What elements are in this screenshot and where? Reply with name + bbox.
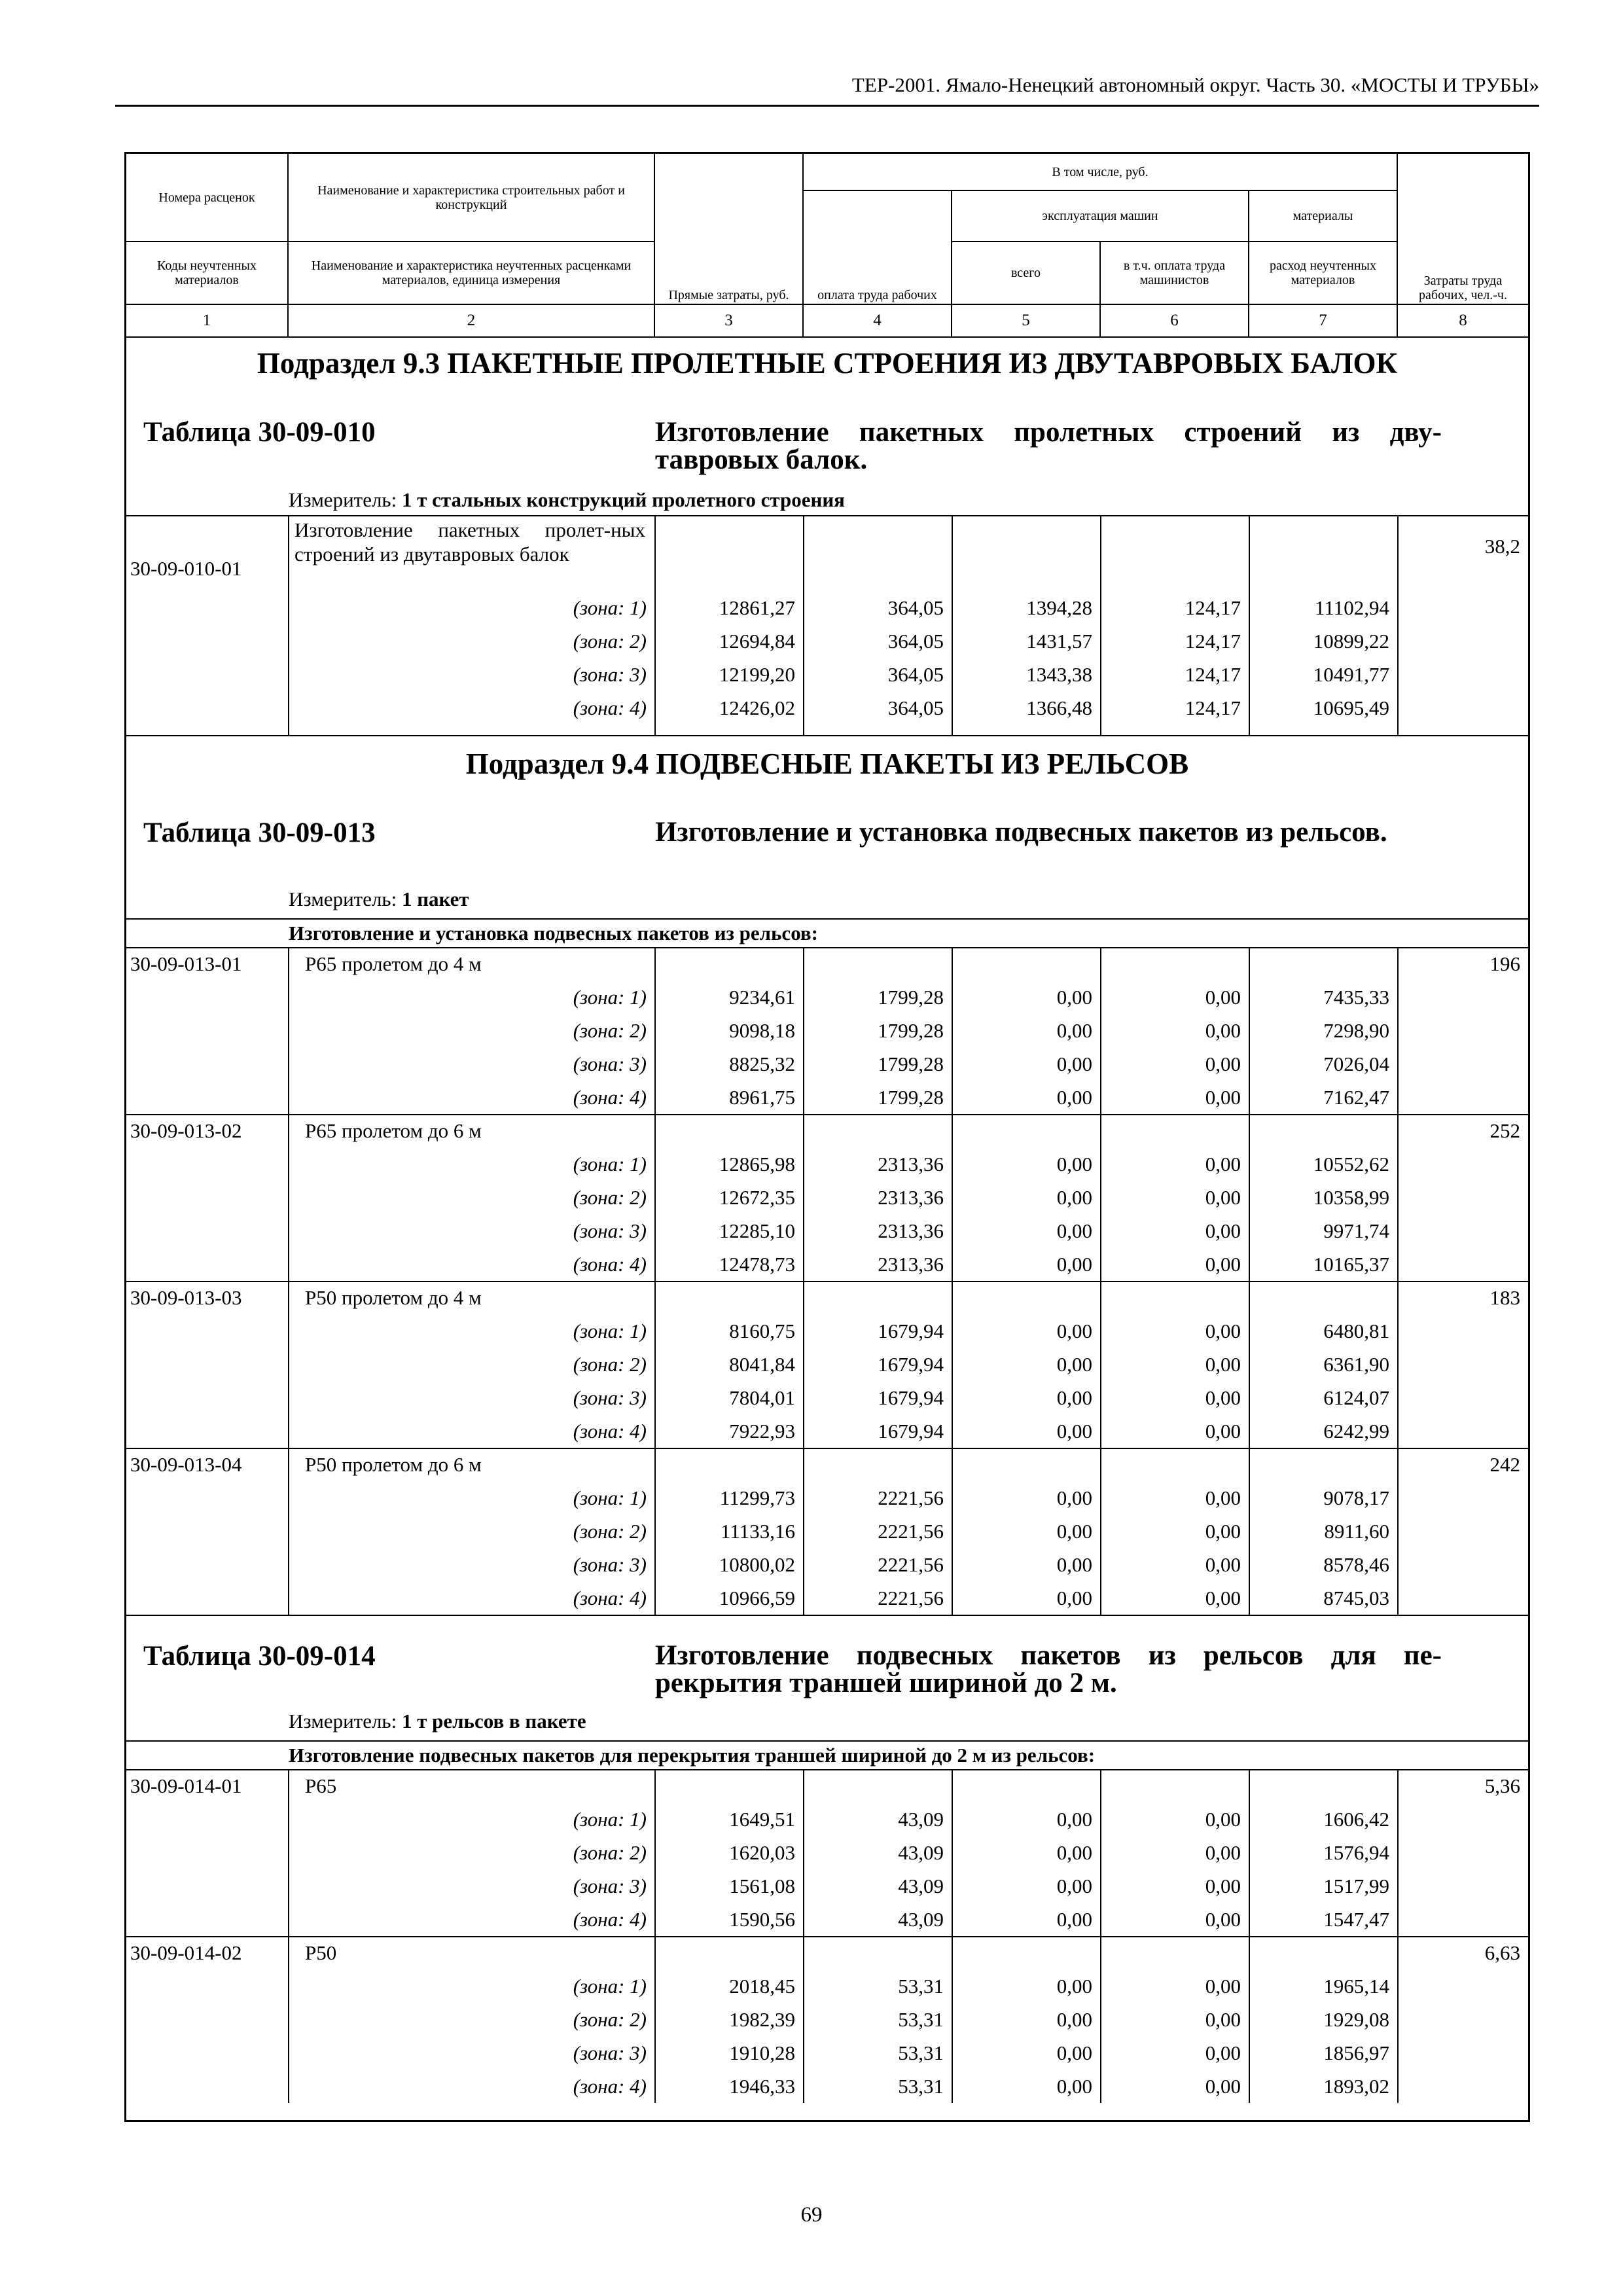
zone-value: 43,09	[898, 1808, 944, 1831]
col-header-unaccounted-materials: расход неучтенных материалов	[1249, 242, 1397, 304]
table-title: Изготовление подвесных пакетов из рельсов для пе-рекрытия траншей шириной до 2 м.	[655, 1640, 1442, 1698]
zone-value: 9098,18	[729, 1019, 795, 1042]
rate-name: Р50	[305, 1941, 337, 1964]
labor-value: 38,2	[1484, 535, 1520, 558]
zone-label: (зона: 3)	[573, 2041, 647, 2064]
zone-value: 6480,81	[1323, 1319, 1389, 1342]
col-header-operator-wages: в т.ч. оплата труда машинистов	[1100, 242, 1249, 304]
measure-line	[289, 884, 469, 914]
col-header-machines: эксплуатация машин	[952, 190, 1249, 242]
rate-code: 30-09-014-02	[130, 1941, 242, 1964]
zone-value: 0,00	[1205, 1052, 1241, 1075]
zone-label: (зона: 4)	[573, 1086, 647, 1109]
zone-value: 0,00	[1205, 1353, 1241, 1376]
col-number: 7	[1249, 304, 1397, 337]
zone-value: 10552,62	[1313, 1153, 1389, 1175]
zone-value: 0,00	[1205, 1253, 1241, 1276]
zone-value: 1517,99	[1323, 1874, 1389, 1897]
zone-label: (зона: 4)	[573, 696, 647, 719]
rate-name: Р65 пролетом до 4 м	[305, 952, 482, 975]
zone-value: 9234,61	[729, 986, 795, 1009]
zone-value: 10899,22	[1313, 630, 1389, 653]
zone-value: 0,00	[1205, 1486, 1241, 1509]
zone-value: 1929,08	[1323, 2008, 1389, 2031]
zone-value: 2221,56	[878, 1520, 944, 1543]
zone-value: 364,05	[887, 663, 944, 686]
zone-value: 7026,04	[1323, 1052, 1389, 1075]
zone-value: 0,00	[1205, 1186, 1241, 1209]
rate-name: Р65 пролетом до 6 м	[305, 1119, 482, 1142]
zone-value: 0,00	[1205, 1808, 1241, 1831]
measure-label: Измеритель:	[289, 488, 397, 511]
zone-value: 2313,36	[878, 1186, 944, 1209]
zone-value: 10491,77	[1313, 663, 1389, 686]
zone-value: 0,00	[1205, 2075, 1241, 2098]
rate-name: Р65	[305, 1774, 337, 1797]
zone-value: 2018,45	[729, 1975, 795, 1998]
zone-value: 2221,56	[878, 1486, 944, 1509]
zone-value: 0,00	[1205, 2041, 1241, 2064]
zone-value: 1946,33	[729, 2075, 795, 2098]
zone-value: 0,00	[1056, 1219, 1092, 1242]
zone-value: 1679,94	[878, 1386, 944, 1409]
zone-value: 1982,39	[729, 2008, 795, 2031]
zone-value: 1679,94	[878, 1420, 944, 1443]
zone-value: 0,00	[1056, 1153, 1092, 1175]
column-divider	[952, 1769, 953, 2103]
zone-value: 0,00	[1056, 1353, 1092, 1376]
column-divider	[803, 1769, 804, 2103]
rate-name: Р50 пролетом до 6 м	[305, 1453, 482, 1476]
zone-value: 1561,08	[729, 1874, 795, 1897]
zone-value: 10966,59	[719, 1587, 795, 1609]
zone-value: 12672,35	[719, 1186, 795, 1209]
zone-value: 12478,73	[719, 1253, 795, 1276]
page-number: 69	[800, 2203, 823, 2227]
zone-value: 124,17	[1185, 696, 1241, 719]
zone-label: (зона: 3)	[573, 1874, 647, 1897]
zone-value: 8961,75	[729, 1086, 795, 1109]
rate-name: Р50 пролетом до 4 м	[305, 1286, 482, 1309]
zone-value: 6361,90	[1323, 1353, 1389, 1376]
zone-label: (зона: 3)	[573, 1553, 647, 1576]
column-divider	[1397, 515, 1399, 735]
zone-value: 8578,46	[1323, 1553, 1389, 1576]
subsection-title: Подраздел 9.3 ПАКЕТНЫЕ ПРОЛЕТНЫЕ СТРОЕНИЯ ИЗ ДВУТАВРОВЫХ БАЛОК	[257, 347, 1398, 380]
col-number: 5	[952, 304, 1100, 337]
labor-value: 6,63	[1484, 1941, 1520, 1964]
zone-label: (зона: 2)	[573, 1841, 647, 1864]
column-divider	[1249, 515, 1250, 735]
zone-value: 7804,01	[729, 1386, 795, 1409]
zone-value: 53,31	[898, 2041, 944, 2064]
group-heading: Изготовление подвесных пакетов для перекрытия траншей шириной до 2 м из рельсов:	[289, 1744, 1096, 1767]
column-divider	[1397, 1769, 1399, 2103]
zone-value: 9971,74	[1323, 1219, 1389, 1242]
zone-value: 124,17	[1185, 630, 1241, 653]
zone-label: (зона: 4)	[573, 2075, 647, 2098]
measure-line	[289, 485, 845, 515]
zone-value: 53,31	[898, 2008, 944, 2031]
zone-value: 0,00	[1205, 1420, 1241, 1443]
col-number: 4	[803, 304, 952, 337]
zone-value: 1856,97	[1323, 2041, 1389, 2064]
table-number: Таблица 30-09-013	[143, 817, 376, 848]
zone-label: (зона: 1)	[573, 986, 647, 1009]
rate-code: 30-09-013-04	[130, 1453, 242, 1476]
rate-code: 30-09-014-01	[130, 1774, 242, 1797]
subsection-title: Подраздел 9.4 ПОДВЕСНЫЕ ПАКЕТЫ ИЗ РЕЛЬСОВ	[465, 747, 1189, 780]
zone-value: 9078,17	[1323, 1486, 1389, 1509]
zone-value: 1431,57	[1026, 630, 1092, 653]
table-divider	[126, 1740, 1528, 1742]
zone-value: 2313,36	[878, 1153, 944, 1175]
group-heading: Изготовление и установка подвесных пакетов из рельсов:	[289, 922, 818, 944]
column-divider	[1249, 947, 1250, 1615]
zone-value: 0,00	[1056, 2041, 1092, 2064]
zone-value: 0,00	[1056, 1019, 1092, 1042]
zone-value: 10165,37	[1313, 1253, 1389, 1276]
zone-value: 1910,28	[729, 2041, 795, 2064]
zone-value: 0,00	[1205, 1874, 1241, 1897]
zone-value: 0,00	[1205, 1386, 1241, 1409]
table-divider	[126, 515, 1528, 516]
column-divider	[1100, 515, 1101, 735]
col-header-work-name: Наименование и характеристика строительных работ и конструкций	[288, 154, 654, 242]
zone-value: 2313,36	[878, 1219, 944, 1242]
col-header-including: В том числе, руб.	[803, 154, 1397, 190]
zone-value: 0,00	[1056, 1486, 1092, 1509]
zone-value: 0,00	[1056, 1420, 1092, 1443]
zone-value: 12199,20	[719, 663, 795, 686]
column-divider	[803, 947, 804, 1615]
table-divider	[126, 735, 1528, 736]
zone-value: 1679,94	[878, 1353, 944, 1376]
measure-label: Измеритель:	[289, 888, 397, 910]
col-header-materials: материалы	[1249, 190, 1397, 242]
zone-label: (зона: 1)	[573, 596, 647, 619]
table-header	[126, 154, 1528, 338]
zone-value: 12694,84	[719, 630, 795, 653]
column-divider	[1100, 947, 1101, 1615]
labor-value: 252	[1489, 1119, 1520, 1142]
column-divider	[952, 515, 953, 735]
zone-value: 1799,28	[878, 1052, 944, 1075]
zone-value: 0,00	[1205, 1587, 1241, 1609]
zone-value: 0,00	[1205, 986, 1241, 1009]
zone-value: 1394,28	[1026, 596, 1092, 619]
measure-value: 1 пакет	[401, 888, 469, 910]
zone-value: 11102,94	[1315, 596, 1389, 619]
table-number: Таблица 30-09-014	[143, 1641, 376, 1672]
zone-value: 8745,03	[1323, 1587, 1389, 1609]
zone-label: (зона: 4)	[573, 1420, 647, 1443]
column-divider	[654, 515, 656, 735]
zone-value: 11299,73	[719, 1486, 795, 1509]
zone-value: 0,00	[1056, 1808, 1092, 1831]
zone-label: (зона: 4)	[573, 1253, 647, 1276]
zone-value: 2221,56	[878, 1553, 944, 1576]
rate-code: 30-09-010-01	[130, 557, 242, 580]
zone-label: (зона: 2)	[573, 1019, 647, 1042]
zone-value: 12285,10	[719, 1219, 795, 1242]
zone-value: 364,05	[887, 696, 944, 719]
zone-value: 7162,47	[1323, 1086, 1389, 1109]
zone-value: 1893,02	[1323, 2075, 1389, 2098]
zone-label: (зона: 4)	[573, 1908, 647, 1931]
zone-value: 0,00	[1056, 2008, 1092, 2031]
zone-value: 0,00	[1205, 1019, 1241, 1042]
zone-value: 0,00	[1056, 1386, 1092, 1409]
zone-value: 1965,14	[1323, 1975, 1389, 1998]
col-number: 1	[126, 304, 288, 337]
zone-value: 0,00	[1205, 2008, 1241, 2031]
zone-value: 43,09	[898, 1874, 944, 1897]
column-divider	[1249, 1769, 1250, 2103]
rates-table	[124, 152, 1530, 2122]
zone-value: 0,00	[1056, 1553, 1092, 1576]
zone-value: 1679,94	[878, 1319, 944, 1342]
zone-value: 12861,27	[719, 596, 795, 619]
zone-value: 2221,56	[878, 1587, 944, 1609]
zone-value: 10358,99	[1313, 1186, 1389, 1209]
table-title: Изготовление пакетных пролетных строений из дву-тавровых балок.	[655, 417, 1442, 475]
zone-value: 0,00	[1056, 1319, 1092, 1342]
zone-value: 8160,75	[729, 1319, 795, 1342]
col-header-machines-total: всего	[952, 242, 1100, 304]
column-divider	[952, 947, 953, 1615]
zone-value: 0,00	[1056, 1908, 1092, 1931]
zone-value: 0,00	[1056, 1186, 1092, 1209]
labor-value: 242	[1489, 1453, 1520, 1476]
zone-label: (зона: 1)	[573, 1486, 647, 1509]
zone-value: 2313,36	[878, 1253, 944, 1276]
zone-label: (зона: 1)	[573, 1153, 647, 1175]
measure-value: 1 т стальных конструкций пролетного строения	[401, 488, 845, 511]
zone-value: 8041,84	[729, 1353, 795, 1376]
zone-value: 6242,99	[1323, 1420, 1389, 1443]
zone-value: 8911,60	[1324, 1520, 1389, 1543]
zone-value: 10695,49	[1313, 696, 1389, 719]
table-number: Таблица 30-09-010	[143, 417, 376, 448]
zone-value: 11133,16	[721, 1520, 795, 1543]
running-header: ТЕР-2001. Ямало-Ненецкий автономный округ. Часть 30. «МОСТЫ И ТРУБЫ»	[115, 71, 1539, 107]
column-divider	[654, 947, 656, 1615]
zone-value: 10800,02	[719, 1553, 795, 1576]
zone-label: (зона: 2)	[573, 1186, 647, 1209]
zone-value: 1590,56	[729, 1908, 795, 1931]
col-header-wages: оплата труда рабочих	[803, 190, 952, 304]
zone-label: (зона: 2)	[573, 630, 647, 653]
zone-label: (зона: 2)	[573, 2008, 647, 2031]
zone-value: 0,00	[1205, 1908, 1241, 1931]
column-divider	[288, 947, 289, 1615]
zone-label: (зона: 2)	[573, 1520, 647, 1543]
zone-value: 1799,28	[878, 1019, 944, 1042]
zone-value: 364,05	[887, 596, 944, 619]
measure-label: Измеритель:	[289, 1710, 397, 1732]
col-header-labor-costs: Затраты труда рабочих, чел.-ч.	[1397, 154, 1528, 304]
zone-value: 53,31	[898, 1975, 944, 1998]
zone-value: 1799,28	[878, 986, 944, 1009]
col-header-direct-costs: Прямые затраты, руб.	[654, 154, 803, 304]
zone-value: 6124,07	[1323, 1386, 1389, 1409]
zone-value: 12865,98	[719, 1153, 795, 1175]
zone-value: 1576,94	[1323, 1841, 1389, 1864]
zone-value: 0,00	[1205, 1219, 1241, 1242]
zone-value: 1649,51	[729, 1808, 795, 1831]
zone-label: (зона: 4)	[573, 1587, 647, 1609]
zone-value: 0,00	[1205, 1841, 1241, 1864]
zone-value: 0,00	[1056, 1587, 1092, 1609]
col-header-material-codes: Коды неучтенных материалов	[126, 242, 288, 304]
col-header-material-names: Наименование и характеристика неучтенных расценками материалов, единица измерения	[288, 242, 654, 304]
labor-value: 5,36	[1484, 1774, 1520, 1797]
rate-code: 30-09-013-02	[130, 1119, 242, 1142]
zone-label: (зона: 1)	[573, 1808, 647, 1831]
zone-value: 1547,47	[1323, 1908, 1389, 1931]
table-title: Изготовление и установка подвесных пакетов из рельсов.	[655, 817, 1387, 848]
zone-value: 8825,32	[729, 1052, 795, 1075]
zone-value: 0,00	[1205, 1553, 1241, 1576]
table-divider	[126, 1615, 1528, 1616]
col-number: 2	[288, 304, 654, 337]
col-number: 3	[654, 304, 803, 337]
zone-label: (зона: 3)	[573, 1219, 647, 1242]
zone-value: 0,00	[1205, 1086, 1241, 1109]
col-number: 8	[1397, 304, 1528, 337]
zone-label: (зона: 2)	[573, 1353, 647, 1376]
measure-value: 1 т рельсов в пакете	[401, 1710, 586, 1732]
zone-value: 0,00	[1205, 1520, 1241, 1543]
rate-code: 30-09-013-03	[130, 1286, 242, 1309]
zone-value: 0,00	[1056, 1975, 1092, 1998]
zone-label: (зона: 1)	[573, 1975, 647, 1998]
labor-value: 183	[1489, 1286, 1520, 1309]
zone-value: 43,09	[898, 1908, 944, 1931]
zone-value: 43,09	[898, 1841, 944, 1864]
col-number: 6	[1100, 304, 1249, 337]
rate-code: 30-09-013-01	[130, 952, 242, 975]
zone-label: (зона: 3)	[573, 663, 647, 686]
zone-value: 0,00	[1056, 986, 1092, 1009]
col-header-rate-numbers: Номера расценок	[126, 154, 288, 242]
zone-value: 0,00	[1056, 2075, 1092, 2098]
zone-value: 7435,33	[1323, 986, 1389, 1009]
zone-value: 53,31	[898, 2075, 944, 2098]
zone-value: 1799,28	[878, 1086, 944, 1109]
column-divider	[1397, 947, 1399, 1615]
column-divider	[1100, 1769, 1101, 2103]
zone-value: 124,17	[1185, 596, 1241, 619]
column-divider	[803, 515, 804, 735]
zone-value: 7922,93	[729, 1420, 795, 1443]
zone-value: 1366,48	[1026, 696, 1092, 719]
measure-line	[289, 1706, 586, 1736]
zone-value: 0,00	[1205, 1153, 1241, 1175]
column-divider	[654, 1769, 656, 2103]
zone-value: 364,05	[887, 630, 944, 653]
zone-value: 1343,38	[1026, 663, 1092, 686]
zone-label: (зона: 1)	[573, 1319, 647, 1342]
rate-name: Изготовление пакетных пролет-ных строений из двутавровых балок	[294, 518, 645, 565]
labor-value: 196	[1489, 952, 1520, 975]
zone-value: 0,00	[1056, 1841, 1092, 1864]
zone-value: 0,00	[1205, 1319, 1241, 1342]
column-divider	[288, 515, 289, 735]
zone-value: 7298,90	[1323, 1019, 1389, 1042]
zone-label: (зона: 3)	[573, 1386, 647, 1409]
column-divider	[288, 1769, 289, 2103]
zone-value: 1620,03	[729, 1841, 795, 1864]
zone-value: 0,00	[1056, 1052, 1092, 1075]
table-divider	[126, 918, 1528, 920]
zone-value: 0,00	[1205, 1975, 1241, 1998]
zone-value: 0,00	[1056, 1520, 1092, 1543]
zone-value: 0,00	[1056, 1086, 1092, 1109]
zone-value: 12426,02	[719, 696, 795, 719]
zone-value: 0,00	[1056, 1253, 1092, 1276]
zone-value: 0,00	[1056, 1874, 1092, 1897]
zone-value: 124,17	[1185, 663, 1241, 686]
zone-label: (зона: 3)	[573, 1052, 647, 1075]
zone-value: 1606,42	[1323, 1808, 1389, 1831]
